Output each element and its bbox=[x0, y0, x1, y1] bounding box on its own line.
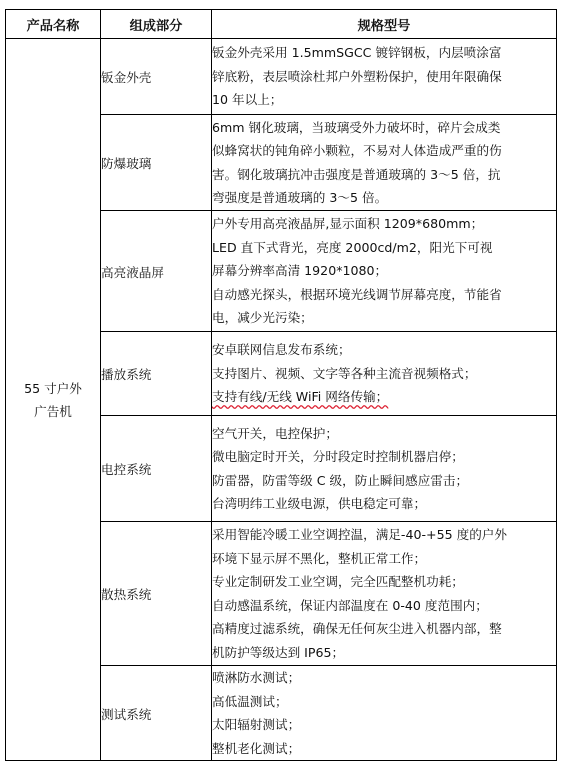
spec-line: 台湾明纬工业级电源，供电稳定可靠； bbox=[212, 496, 427, 511]
spec-line: 高低温测试； bbox=[212, 693, 288, 709]
spec-line: 机防护等级达到 IP65； bbox=[212, 644, 345, 660]
spec-line: 锌底粉，表层喷涂杜邦户外塑粉保护，使用年限确保 bbox=[212, 68, 502, 84]
component-name: 播放系统 bbox=[101, 332, 212, 416]
spec-line: 户外专用高亮液晶屏,显示面积 1209*680mm； bbox=[212, 216, 484, 232]
header-row bbox=[6, 10, 557, 39]
header-product-name: 产品名称 bbox=[6, 10, 101, 39]
spec-line: 支持有线/无线 WiFi 网络传输； bbox=[212, 389, 389, 405]
spec-line: 防雷器，防雷等级 C 级，防止瞬间感应雷击； bbox=[212, 472, 469, 488]
spec-line: 弯强度是普通玻璃的 3～5 倍。 bbox=[212, 190, 388, 205]
product-name-line: 广告机 bbox=[34, 403, 72, 419]
spec-line: 自动感温系统，保证内部温度在 0-40 度范围内； bbox=[212, 597, 488, 613]
component-name: 测试系统 bbox=[101, 666, 212, 761]
component-name: 高亮液晶屏 bbox=[101, 211, 212, 332]
spec-line: 微电脑定时开关，分时段定时控制机器启停； bbox=[212, 449, 464, 464]
spec-cell bbox=[212, 39, 557, 115]
header-spec: 规格型号 bbox=[212, 10, 557, 39]
spec-line: 害。钢化玻璃抗冲击强度是普通玻璃的 3～5 倍，抗 bbox=[212, 166, 501, 182]
product-name-cell bbox=[6, 39, 101, 761]
spec-cell bbox=[212, 416, 557, 522]
spec-line: 似蜂窝状的钝角碎小颗粒，不易对人体造成严重的伤 bbox=[212, 143, 502, 158]
spec-line: 安卓联网信息发布系统； bbox=[212, 342, 351, 358]
spec-line: 专业定制研发工业空调，完全匹配整机功耗； bbox=[212, 574, 464, 589]
spec-line: 太阳辐射测试； bbox=[212, 717, 301, 732]
product-name-line: 55 寸户外 bbox=[24, 380, 82, 396]
spec-line: 喷淋防水测试； bbox=[212, 670, 301, 685]
spec-line: 屏幕分辨率高清 1920*1080； bbox=[212, 263, 388, 279]
spec-line: 钣金外壳采用 1.5mmSGCC 镀锌钢板，内层喷涂富 bbox=[212, 45, 502, 61]
spec-cell bbox=[212, 332, 557, 416]
component-name: 防爆玻璃 bbox=[101, 115, 212, 211]
spec-line: 空气开关，电控保护； bbox=[212, 425, 338, 441]
spec-line: 采用智能冷暖工业空调控温，满足-40-+55 度的户外 bbox=[212, 527, 507, 542]
spec-line: LED 直下式背光，亮度 2000cd/m2，阳光下可视 bbox=[212, 239, 493, 255]
spec-line: 自动感光探头，根据环境光线调节屏幕亮度，节能省 bbox=[212, 286, 502, 302]
spec-line: 整机老化测试； bbox=[212, 740, 301, 756]
header-component: 组成部分 bbox=[101, 10, 212, 39]
spec-line: 电，减少光污染； bbox=[212, 310, 313, 326]
component-name: 电控系统 bbox=[101, 416, 212, 522]
spec-line: 支持图片、视频、文字等各种主流音视频格式； bbox=[212, 365, 477, 381]
spec-line: 高精度过滤系统，确保无任何灰尘进入机器内部，整 bbox=[212, 621, 502, 636]
spec-cell bbox=[212, 522, 557, 666]
table-row bbox=[6, 39, 557, 115]
component-name: 钣金外壳 bbox=[101, 39, 212, 115]
spec-line: 10 年以上； bbox=[212, 92, 283, 108]
spec-cell bbox=[212, 666, 557, 761]
spec-cell bbox=[212, 211, 557, 332]
spec-line: 环境下显示屏不黑化，整机正常工作； bbox=[212, 550, 427, 566]
component-name: 散热系统 bbox=[101, 522, 212, 666]
spec-cell bbox=[212, 115, 557, 211]
spec-table bbox=[5, 9, 557, 761]
spec-line: 6mm 钢化玻璃，当玻璃受外力破坏时，碎片会成类 bbox=[212, 119, 501, 135]
